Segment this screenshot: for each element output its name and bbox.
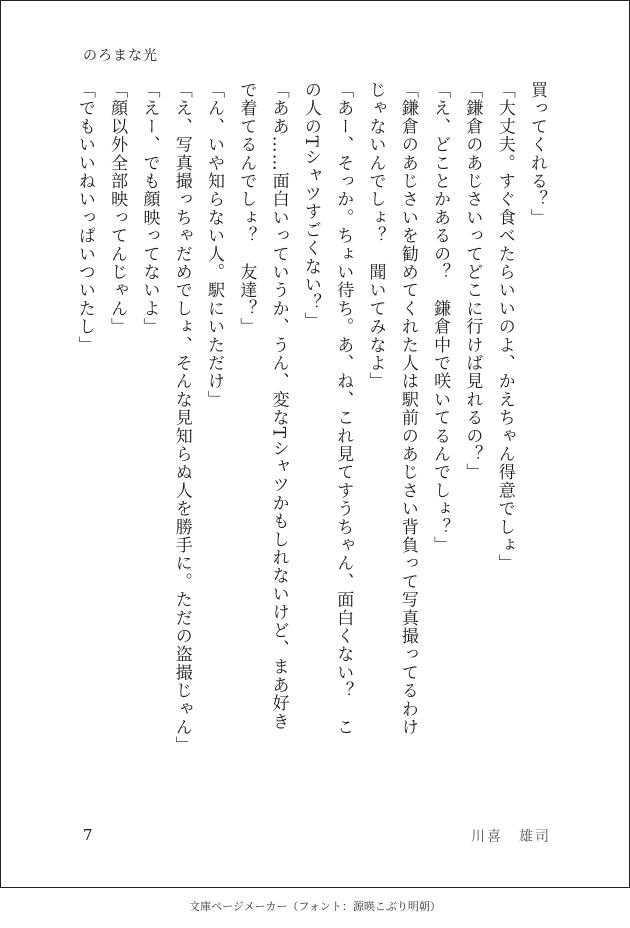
page-title: のろまな光 (83, 48, 158, 64)
text-line: 「鎌倉のあじさいってどこに行けば見れるの？」 (462, 81, 483, 482)
text-line: の人のTシャツすごくない？」 (300, 81, 321, 331)
text-line: で着てるんでしょ？ 友達？」 (236, 81, 257, 336)
text-line: 「え、写真撮っちゃだめでしょ、そんな見知らぬ人を勝手に。ただの盗撮じゃん」 (171, 81, 192, 755)
text-line: 「あー、そっか。ちょい待ち。あ、ね、これ見てすうちゃん、面白くない？ こ (333, 81, 354, 737)
text-line: 「え、どことかあるの？ 鎌倉中で咲いてるんでしょ？」 (430, 81, 451, 555)
author-name: 川喜 雄司 (471, 829, 551, 845)
text-line: じゃないんでしょ？ 聞いてみなよ」 (365, 81, 386, 391)
text-line: 買ってくれる？」 (527, 81, 547, 227)
text-line: 「えー、でも顔映ってないよ」 (139, 81, 160, 336)
text-line: 「顔以外全部映ってんじゃん」 (107, 81, 128, 336)
footer-credit: 文庫ページメーカー（フォント：源暎こぶり明朝） (189, 900, 441, 913)
text-line: 「大丈夫。すぐ食べたらいいのよ、かえちゃん得意でしょ」 (494, 81, 515, 573)
text-line: 「ん、いや知らない人。駅にいただけ」 (204, 81, 225, 409)
page-number: 7 (83, 826, 93, 844)
text-line: 「でもいいねいっぱいついたし」 (74, 81, 95, 354)
text-line: 「鎌倉のあじさいを勧めてくれた人は駅前のあじさい背負って写真撮ってるわけ (397, 81, 418, 737)
text-line: 「ああ……面白いっていうか、うん、変なTシャツかもしれないけど、まあ好き (268, 81, 289, 731)
vertical-text-body (69, 81, 553, 811)
